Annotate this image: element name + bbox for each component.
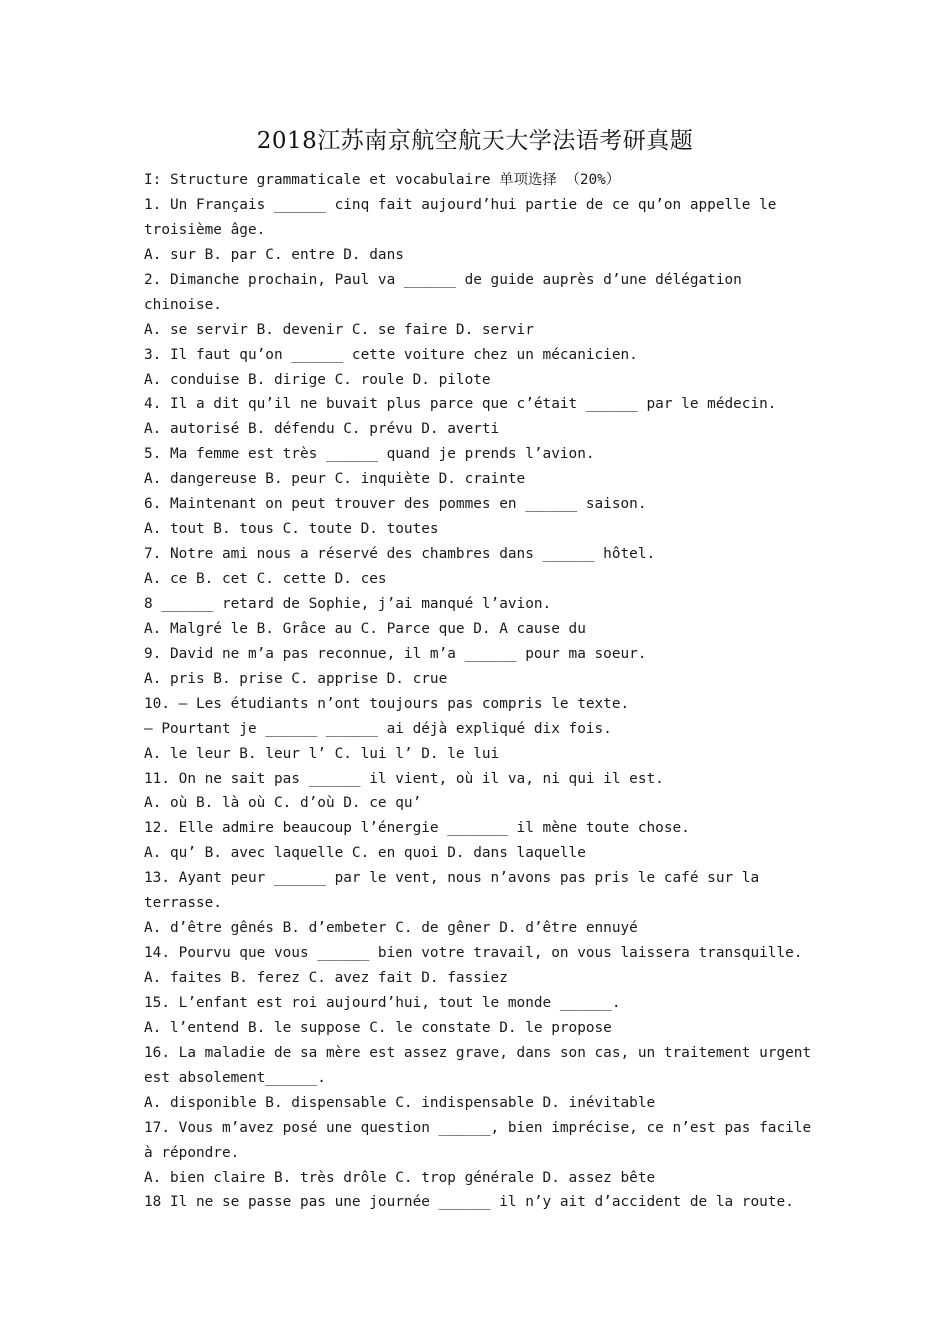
text-line: chinoise. [144, 296, 222, 313]
text-line: A. dangereuse B. peur C. inquiète D. crainte [144, 471, 526, 488]
text-line: A. bien claire B. très drôle C. trop générale D. assez bête [144, 1169, 656, 1186]
text-line: A. où B. là où C. d’où D. ce qu’ [144, 795, 422, 812]
text-line: 14. Pourvu que vous ______ bien votre travail, on vous laissera transquille. [144, 945, 803, 962]
text-line: 8 ______ retard de Sophie, j’ai manqué l’avion. [144, 595, 552, 612]
text-line: 7. Notre ami nous a réservé des chambres dans ______ hôtel. [144, 546, 656, 563]
text-line: A. d’être gênés B. d’embeter C. de gêner D. d’être ennuyé [144, 920, 638, 937]
text-line: terrasse. [144, 895, 222, 912]
text-line: 17. Vous m’avez posé une question ______, bien imprécise, ce n’est pas facile [144, 1119, 812, 1136]
text-line: 13. Ayant peur ______ par le vent, nous n’avons pas pris le café sur la [144, 870, 760, 887]
text-line: A. le leur B. leur l’ C. lui l’ D. le lui [144, 745, 500, 762]
exam-body [144, 168, 824, 1215]
text-line: A. l’entend B. le suppose C. le constate D. le propose [144, 1019, 612, 1036]
text-line: A. Malgré le B. Grâce au C. Parce que D. A cause du [144, 620, 586, 637]
text-line: 18 Il ne se passe pas une journée ______ il n’y ait d’accident de la route. [144, 1194, 794, 1211]
text-line: 10. — Les étudiants n’ont toujours pas compris le texte. [144, 695, 630, 712]
text-line: A. pris B. prise C. apprise D. crue [144, 670, 448, 687]
text-line: — Pourtant je ______ ______ ai déjà expliqué dix fois. [144, 720, 612, 737]
text-line: 6. Maintenant on peut trouver des pommes en ______ saison. [144, 496, 647, 513]
text-line: troisième âge. [144, 221, 266, 238]
text-line: A. autorisé B. défendu C. prévu D. averti [144, 421, 500, 438]
text-line: A. disponible B. dispensable C. indispensable D. inévitable [144, 1094, 656, 1111]
text-line: 11. On ne sait pas ______ il vient, où il va, ni qui il est. [144, 770, 664, 787]
text-line: A. se servir B. devenir C. se faire D. servir [144, 321, 534, 338]
text-line: 3. Il faut qu’on ______ cette voiture chez un mécanicien. [144, 346, 638, 363]
text-line: A. sur B. par C. entre D. dans [144, 246, 404, 263]
text-line: A. faites B. ferez C. avez fait D. fassiez [144, 970, 508, 986]
text-line: A. conduise B. dirige C. roule D. pilote [144, 371, 491, 388]
text-line: à répondre. [144, 1144, 240, 1161]
text-line: A. qu’ B. avec laquelle C. en quoi D. dans laquelle [144, 845, 586, 862]
text-line: A. ce B. cet C. cette D. ces [144, 571, 387, 587]
text-line: 9. David ne m’a pas reconnue, il m’a ______ pour ma soeur. [144, 645, 647, 662]
section-heading: I: Structure grammaticale et vocabulaire 单项选择 （20%） [144, 172, 621, 188]
text-line: 1. Un Français ______ cinq fait aujourd’hui partie de ce qu’on appelle le [144, 196, 777, 213]
document-title: 2018江苏南京航空航天大学法语考研真题 [256, 128, 694, 154]
text-line: 12. Elle admire beaucoup l’énergie _______ il mène toute chose. [144, 820, 690, 837]
text-line: 15. L’enfant est roi aujourd’hui, tout le monde ______. [144, 994, 621, 1011]
text-line: 4. Il a dit qu’il ne buvait plus parce que c’était ______ par le médecin. [144, 396, 777, 413]
text-line: 2. Dimanche prochain, Paul va ______ de guide auprès d’une délégation [144, 271, 742, 288]
text-line: est absolement______. [144, 1069, 326, 1086]
text-line: 16. La maladie de sa mère est assez grave, dans son cas, un traitement urgent [144, 1044, 812, 1061]
text-line: A. tout B. tous C. toute D. toutes [144, 521, 439, 538]
text-line: 5. Ma femme est très ______ quand je prends l’avion. [144, 446, 595, 463]
